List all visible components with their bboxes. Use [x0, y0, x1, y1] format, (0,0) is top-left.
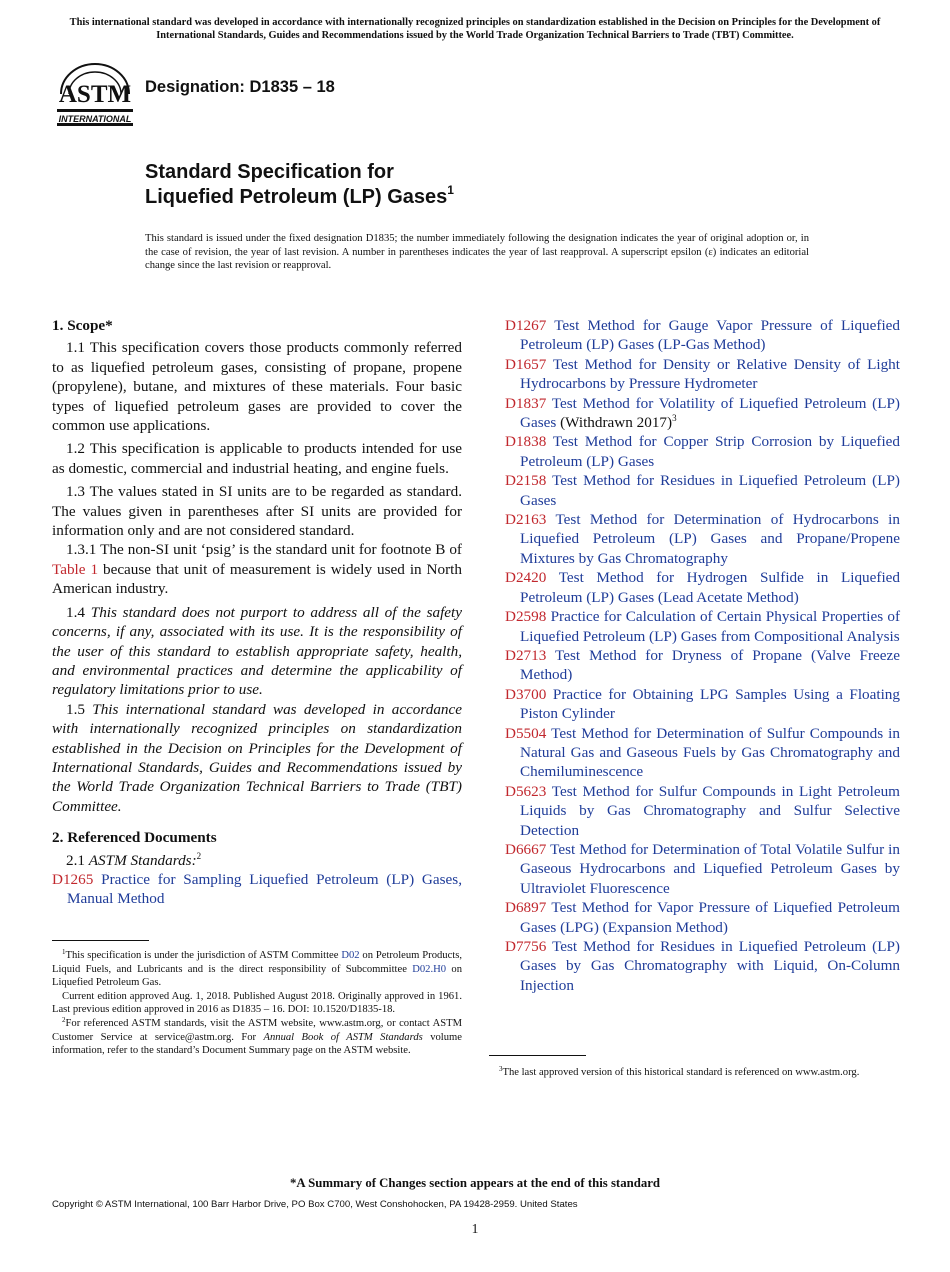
ref-code[interactable]: D7756	[505, 938, 547, 955]
d02-link[interactable]: D02	[341, 950, 360, 961]
para-1-5-num: 1.5	[66, 700, 93, 718]
ref-code[interactable]: D1657	[505, 355, 547, 373]
right-ref-list	[505, 316, 900, 995]
ref-item	[505, 840, 900, 898]
ref-code[interactable]: D2598	[505, 608, 547, 626]
ref-code[interactable]: D2713	[505, 646, 547, 664]
referenced-heading: 2. Referenced Documents	[52, 829, 217, 847]
ref-item	[505, 782, 900, 840]
ref-title[interactable]: Test Method for Residues in Liquefied Petroleum (LP) Gases by Gas Chromatography with Liquid, On-Column Injection	[520, 938, 900, 994]
astm-standards-subheading	[52, 851, 462, 870]
para-1-3: 1.3 The values stated in SI units are to be regarded as standard. The values given in parentheses after SI units are provided for information only and are not considered standard.	[52, 483, 462, 540]
ref-code[interactable]: D2420	[505, 569, 547, 587]
ref-item	[505, 568, 900, 607]
right-footnotes	[489, 1066, 899, 1080]
para-1-3-1-a: 1.3.1 The non-SI unit ‘psig’ is the standard unit for footnote B of	[66, 541, 462, 559]
summary-notice: *A Summary of Changes section appears at the end of this standard	[289, 1176, 661, 1190]
title-line-2-text: Liquefied Petroleum (LP) Gases	[145, 186, 448, 208]
ref-title[interactable]: Test Method for Dryness of Propane (Valve Freeze Method)	[520, 646, 901, 684]
subheading-footnote-mark[interactable]: 2	[196, 850, 202, 861]
left-ref-list	[52, 870, 462, 909]
ref-item	[505, 685, 900, 724]
fn1-text-a: This specification is under the jurisdiction of ASTM Committee	[65, 950, 342, 961]
ref-item	[52, 870, 462, 909]
scope-heading: 1. Scope*	[52, 317, 113, 334]
fn3-mark: 3	[499, 1065, 503, 1073]
ref-code[interactable]: D5504	[505, 724, 547, 742]
ref-item	[505, 646, 900, 685]
para-1-5	[52, 700, 462, 816]
ref-code[interactable]: D2158	[505, 472, 547, 490]
ref-item	[505, 607, 900, 646]
para-1-4-num: 1.4	[66, 603, 91, 621]
ref-code[interactable]: D6897	[505, 899, 547, 917]
fn2-text-italic: Annual Book of ASTM Standards	[263, 1031, 423, 1043]
ref-item	[505, 471, 900, 510]
ref-footnote-mark[interactable]: 3	[672, 413, 677, 424]
title-footnote-mark[interactable]: 1	[447, 183, 454, 197]
ref-code[interactable]: D1265	[52, 870, 94, 888]
fn1-mark: 1	[62, 948, 66, 956]
subheading-num: 2.1	[66, 851, 89, 869]
fn1-text-c: on Liquefied Petroleum Gas.	[52, 963, 463, 989]
para-1-1: 1.1 This specification covers those products commonly referred to as liquefied petroleum gases, consisting of propane, propene (propylene), butane, and mixtures of these materials. Four basic types of liquefied petroleum gases are provided to cover the common use applications.	[52, 339, 462, 435]
ref-code[interactable]: D3700	[505, 685, 547, 703]
ref-code[interactable]: D6667	[505, 840, 547, 858]
issued-notice: This standard is issued under the fixed designation D1835; the number immediately following the designation indicates the year of original adoption or, in the case of revision, the year of last revision. A number in parentheses indicates the year of last reapproval. A superscript epsilon (ε) indicates an editorial change since the last revision or reapproval.	[145, 233, 809, 271]
ref-code[interactable]: D1838	[505, 433, 547, 451]
ref-title[interactable]: Test Method for Determination of Sulfur Compounds in Natural Gas and Gaseous Fuels by Gas Chromatography and Chemiluminescence	[520, 724, 900, 781]
footnote-1-edition: Current edition approved Aug. 1, 2018. Published August 2018. Originally approved in 1961. Last previous edition approved in 2016 as D1835 – 16. DOI: 10.1520/D1835-18.	[52, 990, 462, 1016]
ref-item	[505, 355, 900, 394]
para-1-5-text: This international standard was developed in accordance with internationally recognized principles on standardization established in the Decision on Principles for the Development of International Standards, Guides and Recommendations issued by the World Trade Organization Technical Barriers to Trade (TBT) Committee.	[52, 700, 463, 815]
ref-title[interactable]: Test Method for Volatility of Liquefied Petroleum (LP) Gases	[520, 394, 900, 432]
para-1-4	[52, 603, 462, 700]
fn1-text-b: on Petroleum Products, Liquid Fuels, and Lubricants and is the direct responsibility of Subcommittee	[52, 950, 462, 975]
logo-word: INTERNATIONAL	[58, 114, 132, 124]
ref-withdrawn-note: (Withdrawn 2017)	[556, 414, 673, 432]
ref-code[interactable]: D1267	[505, 317, 547, 334]
footnote-2	[52, 1017, 462, 1058]
top-notice: This international standard was developed in accordance with internationally recognized principles on standardization established in the Decision on Principles for the Development of International Standards, Guides and Recommendations issued by the World Trade Organization Technical Barriers to Trade (TBT) Committee.	[69, 17, 881, 41]
ref-item	[505, 510, 900, 568]
ref-title[interactable]: Practice for Calculation of Certain Physical Properties of Liquefied Petroleum (LP) Gases from Compositional Analysis	[520, 608, 900, 645]
ref-title[interactable]: Practice for Obtaining LPG Samples Using a Floating Piston Cylinder	[520, 685, 900, 723]
ref-title[interactable]: Test Method for Copper Strip Corrosion by Liquefied Petroleum (LP) Gases	[520, 433, 900, 470]
para-1-4-text: This standard does not purport to address all of the safety concerns, if any, associated with its use. It is the responsibility of the user of this standard to establish appropriate safety, health, and environmental practices and determine the applicability of regulatory limitations prior to use.	[52, 603, 462, 699]
footnote-3	[489, 1066, 899, 1080]
ref-item	[505, 898, 900, 937]
title-line-1: Standard Specification for	[145, 161, 394, 183]
ref-title[interactable]: Test Method for Vapor Pressure of Liquefied Petroleum Gases (LPG) (Expansion Method)	[520, 899, 900, 936]
right-footnote-rule	[489, 1055, 586, 1056]
page-number: 1	[471, 1221, 479, 1236]
logo-letters: ASTM	[58, 81, 132, 108]
ref-item	[505, 432, 900, 471]
document-title	[145, 160, 454, 210]
ref-title[interactable]: Test Method for Hydrogen Sulfide in Liquefied Petroleum (LP) Gases (Lead Acetate Method)	[520, 569, 900, 606]
ref-code[interactable]: D1837	[505, 394, 547, 412]
ref-item	[505, 394, 900, 433]
table-1-link[interactable]: Table 1	[52, 560, 99, 578]
left-column	[52, 316, 462, 909]
fn2-mark: 2	[62, 1015, 66, 1024]
ref-item	[505, 724, 900, 782]
designation: Designation: D1835 – 18	[145, 78, 335, 96]
ref-title[interactable]: Test Method for Gauge Vapor Pressure of Liquefied Petroleum (LP) Gases (LP-Gas Method)	[520, 317, 900, 354]
ref-item	[505, 937, 900, 995]
astm-logo	[55, 58, 135, 132]
ref-title[interactable]: Test Method for Density or Relative Density of Light Hydrocarbons by Pressure Hydrometer	[520, 355, 900, 393]
fn2-text-a: For referenced ASTM standards, visit the ASTM website, www.astm.org, or contact ASTM Customer Service at service@astm.org. For	[52, 1017, 462, 1043]
ref-code[interactable]: D5623	[505, 782, 547, 800]
title-line-2	[145, 185, 454, 210]
para-1-3-1	[52, 540, 462, 598]
ref-title[interactable]: Test Method for Determination of Total Volatile Sulfur in Gaseous Hydrocarbons and Liquefied Petroleum Gases by Ultraviolet Fluorescence	[520, 840, 900, 897]
d02-h0-link[interactable]: D02.H0	[412, 963, 447, 975]
para-1-2: 1.2 This specification is applicable to products intended for use as domestic, commercial and industrial heating, and engine fuels.	[52, 440, 462, 477]
left-footnote-rule	[52, 940, 149, 941]
copyright: Copyright © ASTM International, 100 Barr Harbor Drive, PO Box C700, West Conshohocken, PA 19428-2959. United States	[52, 1199, 578, 1210]
fn2-text-b: volume information, refer to the standard’s Document Summary page on the ASTM website.	[52, 1031, 462, 1057]
subheading-title: ASTM Standards:	[88, 851, 197, 869]
ref-title[interactable]: Test Method for Sulfur Compounds in Light Petroleum Liquids by Gas Chromatography and Sulfur Selective Detection	[520, 782, 900, 839]
right-column	[505, 316, 900, 995]
ref-code[interactable]: D2163	[505, 511, 547, 529]
para-1-3-1-b: because that unit of measurement is widely used in North American industry.	[52, 560, 462, 598]
ref-title[interactable]: Test Method for Determination of Hydrocarbons in Liquefied Petroleum (LP) Gases and Propane/Propene Mixtures by Gas Chromatography	[520, 511, 900, 567]
ref-title[interactable]: Practice for Sampling Liquefied Petroleum (LP) Gases, Manual Method	[67, 870, 462, 908]
fn3-text: The last approved version of this historical standard is referenced on www.astm.org.	[502, 1067, 860, 1078]
ref-title[interactable]: Test Method for Residues in Liquefied Petroleum (LP) Gases	[520, 472, 900, 509]
ref-item	[505, 316, 900, 355]
footnote-1	[52, 949, 462, 990]
left-footnotes	[52, 949, 462, 1058]
